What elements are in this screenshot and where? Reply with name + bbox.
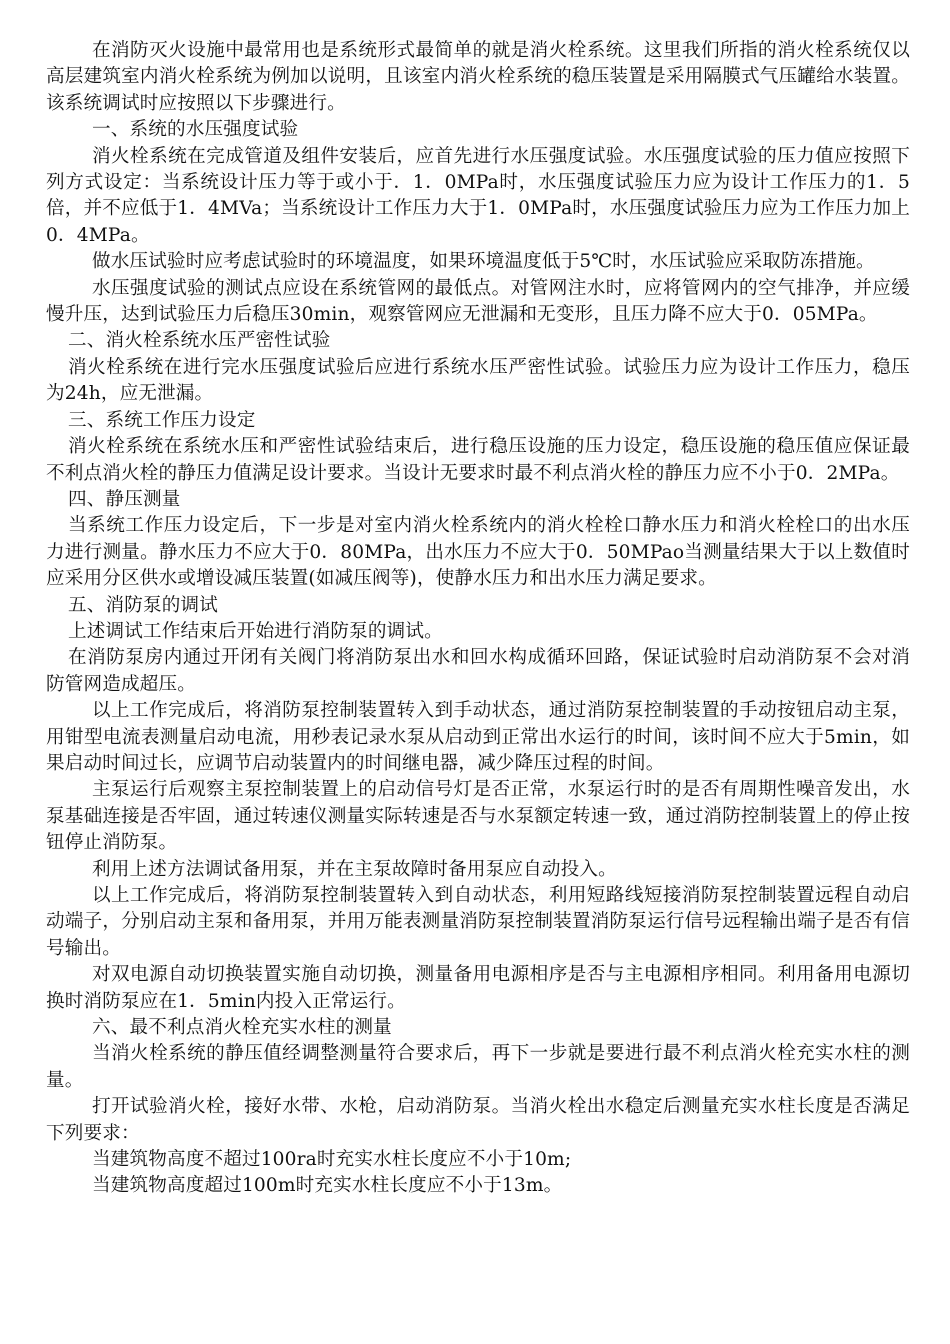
body-paragraph: 在消防泵房内通过开闭有关阀门将消防泵出水和回水构成循环回路，保证试验时启动消防泵不会对消防管网造成超压。 [46,647,910,695]
body-paragraph: 利用上述方法调试备用泵，并在主泵故障时备用泵应自动投入。 [92,858,617,880]
body-paragraph: 水压强度试验的测试点应设在系统管网的最低点。对管网注水时，应将管网内的空气排净，并应缓慢升压，达到试验压力后稳压30min，观察管网应无泄漏和无变形，且压力降不应大于0．05MPa。 [46,277,910,326]
body-paragraph: 当系统工作压力设定后，下一步是对室内消火栓系统内的消火栓栓口静水压力和消火栓栓口的出水压力进行测量。静水压力不应大于0．80MPa，出水压力不应大于0．50MPao当测量结果大于以上数值时应采用分区供水或增设减压装置(如减压阀等)，使静水压力和出水压力满足要求。 [46,515,910,590]
section-heading-1: 一、系统的水压强度试验 [92,119,299,141]
body-paragraph: 打开试验消火栓，接好水带、水枪，启动消防泵。当消火栓出水稳定后测量充实水柱长度是否满足下列要求： [46,1096,910,1144]
requirement-line: 当建筑物高度不超过100ra时充实水柱长度应不小于10m; [92,1149,572,1171]
body-paragraph: 消火栓系统在进行完水压强度试验后应进行系统水压严密性试验。试验压力应为设计工作压力，稳压为24h，应无泄漏。 [46,356,910,405]
body-paragraph: 主泵运行后观察主泵控制装置上的启动信号灯是否正常，水泵运行时的是否有周期性噪音发出，水泵基础连接是否牢固，通过转速仪测量实际转速是否与水泵额定转速一致，通过消防控制装置上的停止按钮停止消防泵。 [46,779,910,854]
body-paragraph: 消火栓系统在系统水压和严密性试验结束后，进行稳压设施的压力设定，稳压设施的稳压值应保证最不利点消火栓的静压力值满足设计要求。当设计无要求时最不利点消火栓的静压力应不小于0．2MPa。 [46,436,910,484]
body-paragraph: 以上工作完成后，将消防泵控制装置转入到手动状态，通过消防泵控制装置的手动按钮启动主泵，用钳型电流表测量启动电流，用秒表记录水泵从启动到正常出水运行的时间，该时间不应大于5min，如果启动时间过长，应调节启动装置内的时间继电器，减少降压过程的时间。 [46,700,910,774]
body-paragraph: 以上工作完成后，将消防泵控制装置转入到自动状态，利用短路线短接消防泵控制装置远程自动启动端子，分别启动主泵和备用泵，并用万能表测量消防泵控制装置消防泵运行信号远程输出端子是否有信号输出。 [46,885,910,959]
body-paragraph: 对双电源自动切换装置实施自动切换，测量备用电源相序是否与主电源相序相同。利用备用电源切换时消防泵应在1．5min内投入正常运行。 [46,964,910,1012]
body-paragraph: 消火栓系统在完成管道及组件安装后，应首先进行水压强度试验。水压强度试验的压力值应按照下列方式设定：当系统设计压力等于或小于．1．0MPa时，水压强度试验压力应为设计工作压力的1．5倍，并不应低于1．4MVa；当系统设计工作压力大于1．0MPa时，水压强度试验压力应为工作压力加上0．4MPa。 [46,145,910,246]
body-paragraph: 当消火栓系统的静压值经调整测量符合要求后，再下一步就是要进行最不利点消火栓充实水柱的测量。 [46,1043,910,1091]
body-paragraph: 做水压试验时应考虑试验时的环境温度，如果环境温度低于5℃时，水压试验应采取防冻措施。 [92,251,875,273]
section-heading-5: 五、消防泵的调试 [68,594,218,616]
section-heading-6: 六、最不利点消火栓充实水柱的测量 [92,1017,392,1039]
section-heading-2: 二、消火栓系统水压严密性试验 [68,330,331,352]
section-heading-4: 四、静压测量 [68,488,181,510]
requirement-line: 当建筑物高度超过100m时充实水柱长度应不小于13m。 [92,1175,563,1197]
intro-paragraph: 在消防灭火设施中最常用也是系统形式最简单的就是消火栓系统。这里我们所指的消火栓系统仅以高层建筑室内消火栓系统为例加以说明，且该室内消火栓系统的稳压装置是采用隔膜式气压罐给水装置。该系统调试时应按照以下步骤进行。 [46,40,910,114]
section-heading-3: 三、系统工作压力设定 [68,409,256,431]
body-paragraph: 上述调试工作结束后开始进行消防泵的调试。 [68,620,443,642]
